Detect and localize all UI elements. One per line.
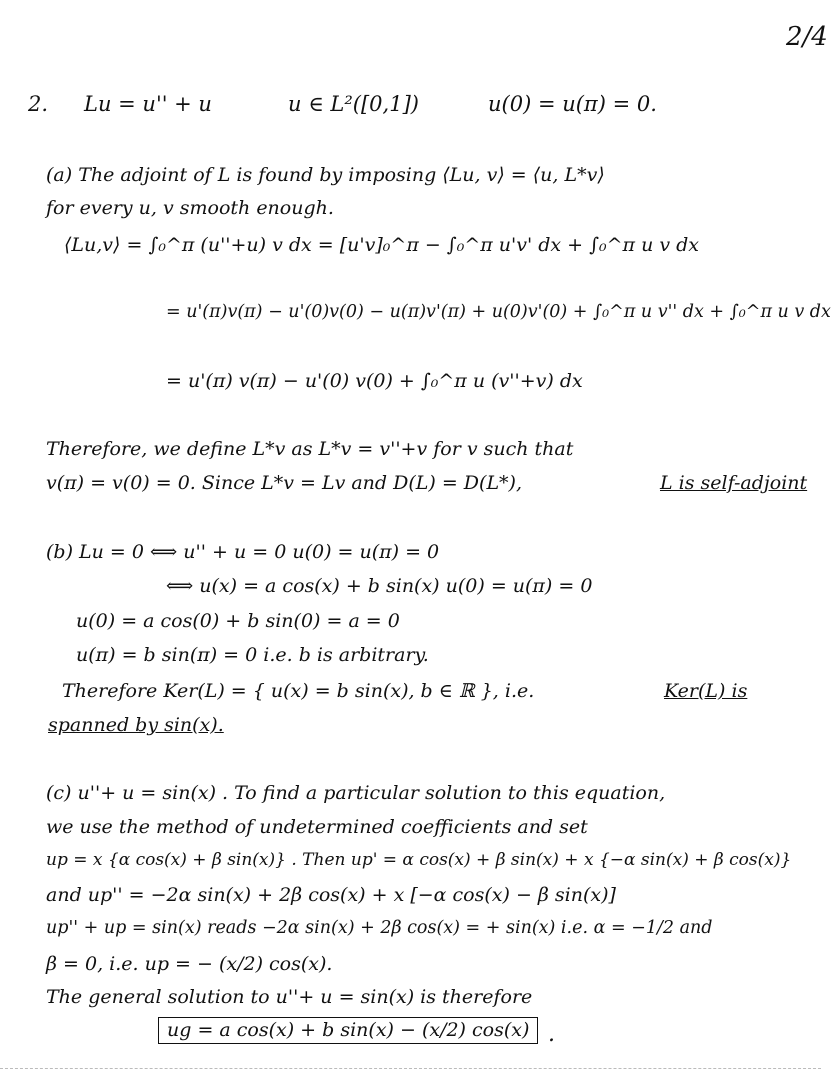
part-b-line: Therefore Ker(L) = { u(x) = b sin(x), b ∈ ℝ }, i.e. — [62, 680, 535, 702]
part-a-line: Therefore, we define L*v as L*v = v''+v for v such that — [46, 438, 574, 460]
function-space: u ∈ L²([0,1]) — [288, 92, 419, 116]
part-b-line: u(0) = a cos(0) + b sin(0) = a = 0 — [76, 610, 400, 632]
general-solution-box — [158, 1017, 538, 1044]
part-c-line: up = x {α cos(x) + β sin(x)} . Then up' = α cos(x) + β sin(x) + x {−α sin(x) + β cos(x)} — [46, 850, 792, 870]
part-b-line: (b) Lu = 0 ⟺ u'' + u = 0 u(0) = u(π) = 0 — [46, 541, 440, 563]
part-c-line: we use the method of undetermined coefficients and set — [46, 816, 588, 838]
part-c-line: β = 0, i.e. up = − (x/2) cos(x). — [46, 953, 333, 975]
problem-number: 2. — [28, 92, 49, 116]
part-c-line: (c) u''+ u = sin(x) . To find a particular solution to this equation, — [46, 782, 666, 804]
part-c-line: The general solution to u''+ u = sin(x) is therefore — [46, 986, 533, 1008]
page-number: 2/4 — [786, 22, 828, 52]
general-solution-period: . — [548, 1022, 555, 1047]
part-a-equation: = u'(π) v(π) − u'(0) v(0) + ∫₀^π u (v''+v) dx — [166, 370, 583, 392]
part-b-conclusion: Ker(L) is — [664, 680, 748, 702]
part-a-line: for every u, v smooth enough. — [46, 197, 334, 219]
scan-bottom-edge — [0, 1068, 821, 1070]
part-a-line: v(π) = v(0) = 0. Since L*v = Lv and D(L) = D(L*), — [46, 472, 523, 494]
operator-definition: Lu = u'' + u — [84, 92, 212, 116]
part-c-line: up'' + up = sin(x) reads −2α sin(x) + 2β cos(x) = + sin(x) i.e. α = −1/2 and — [46, 918, 713, 938]
general-solution: ug = a cos(x) + b sin(x) − (x/2) cos(x) — [167, 1019, 530, 1041]
part-a-conclusion: L is self-adjoint — [660, 472, 808, 494]
boundary-conditions: u(0) = u(π) = 0. — [488, 92, 657, 116]
part-a-equation: = u'(π)v(π) − u'(0)v(0) − u(π)v'(π) + u(0)v'(0) + ∫₀^π u v'' dx + ∫₀^π u v dx — [166, 302, 831, 322]
part-a-equation: ⟨Lu,v⟩ = ∫₀^π (u''+u) v dx = [u'v]₀^π − ∫₀^π u'v' dx + ∫₀^π u v dx — [64, 234, 699, 256]
part-b-conclusion: spanned by sin(x). — [48, 714, 224, 736]
part-c-line: and up'' = −2α sin(x) + 2β cos(x) + x [−α cos(x) − β sin(x)] — [46, 884, 616, 906]
part-b-line: u(π) = b sin(π) = 0 i.e. b is arbitrary. — [76, 644, 429, 666]
part-b-line: ⟺ u(x) = a cos(x) + b sin(x) u(0) = u(π) = 0 — [166, 575, 593, 597]
part-a-line: (a) The adjoint of L is found by imposing ⟨Lu, v⟩ = ⟨u, L*v⟩ — [46, 164, 605, 186]
